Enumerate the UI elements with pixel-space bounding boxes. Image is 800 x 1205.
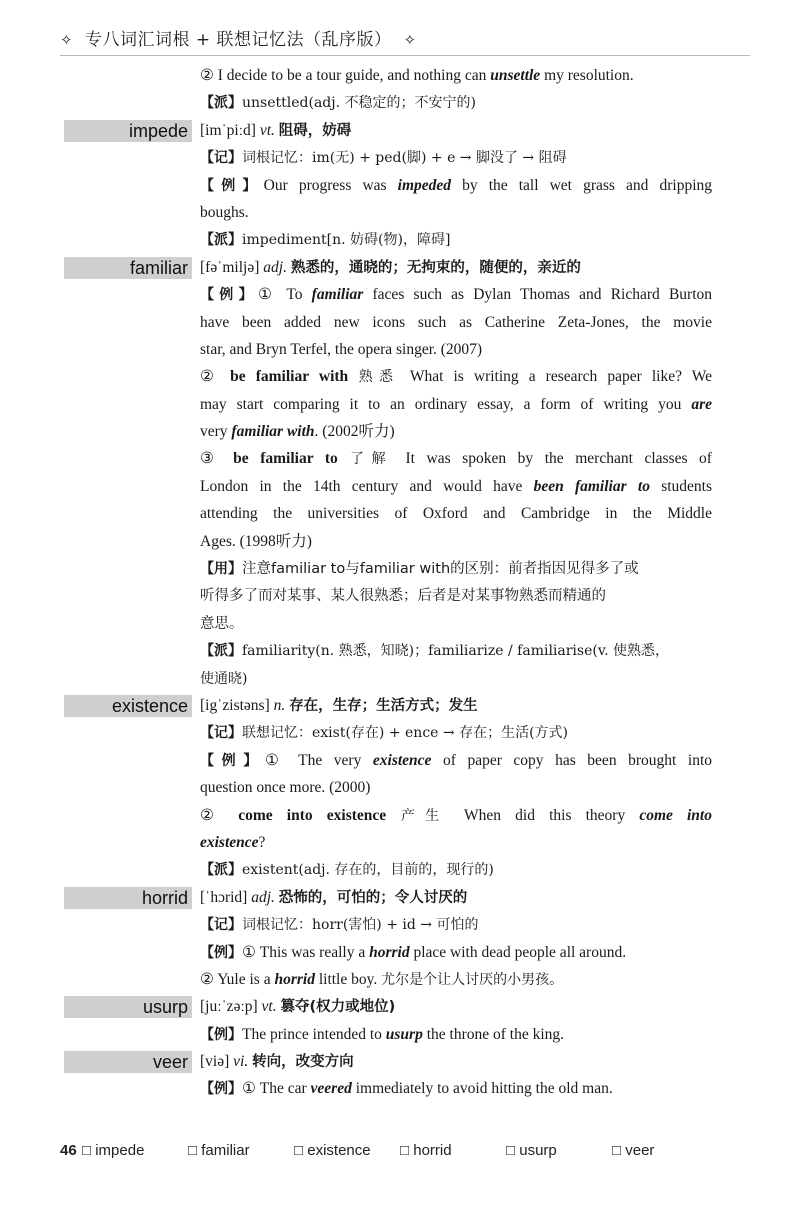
checklist-item-existence: □ existence xyxy=(294,1142,371,1159)
page-header xyxy=(60,26,750,56)
page-body xyxy=(60,62,750,1103)
derived-line: 【派】unsettled(adj. 不稳定的；不安宁的) xyxy=(200,95,476,112)
memo-line: 【记】联想记忆：exist(存在) + ence → 存在；生活(方式) xyxy=(200,725,569,742)
example-line: ③ be familiar to 了解 It was spoken by the merchant classes of xyxy=(200,450,712,468)
book-title: 专八词汇词根 + 联想记忆法（乱序版） xyxy=(84,30,392,50)
checklist-item-usurp: □ usurp xyxy=(506,1142,557,1159)
headword-label: horrid xyxy=(64,887,192,909)
example-line: 【例】① The very existence of paper copy has been brought into xyxy=(200,751,712,769)
diamond-icon: ✧ xyxy=(60,31,74,49)
headword-label: usurp xyxy=(64,996,192,1018)
memo-line: 【记】词根记忆：im(无) + ped(脚) + e → 脚没了 → 阻碍 xyxy=(200,150,567,167)
derived-line: 【派】impediment[n. 妨碍(物)，障碍] xyxy=(200,232,451,249)
example-line: 【例】Our progress was impeded by the tall wet grass and dripping xyxy=(200,176,713,194)
page-footer xyxy=(60,1142,750,1162)
derived-line: 使通晓) xyxy=(200,670,248,687)
entry-horrid: horrid [ˈhɔrid] adj. 恐怖的，可怕的；令人讨厌的 xyxy=(60,884,750,911)
checklist-item-veer: □ veer xyxy=(612,1142,655,1159)
example-line: Ages. (1998听力) xyxy=(200,532,312,550)
entry-impede: impede [imˈpiːd] vt. 阻碍，妨碍 xyxy=(60,117,750,144)
example-line: have been added new icons such as Catherine Zeta-Jones, the movie xyxy=(200,313,712,331)
headword-label: impede xyxy=(64,120,192,142)
headword-label: existence xyxy=(64,695,192,717)
checklist-item-impede: □ impede xyxy=(82,1142,145,1159)
entry-usurp: usurp [juːˈzəːp] vt. 篡夺(权力或地位) xyxy=(60,993,750,1020)
example-line: attending the universities of Oxford and Cambridge in the Middle xyxy=(200,505,712,523)
example-line: ② I decide to be a tour guide, and nothing can unsettle my resolution. xyxy=(200,67,634,84)
derived-line: 【派】familiarity(n. 熟悉，知晓)；familiarize / familiarise(v. 使熟悉， xyxy=(200,643,669,660)
checklist-item-horrid: □ horrid xyxy=(400,1142,452,1159)
diamond-icon: ✧ xyxy=(403,31,417,49)
example-line: question once more. (2000) xyxy=(200,779,371,797)
example-line: ② Yule is a horrid little boy. 尤尔是个让人讨厌的小男孩。 xyxy=(200,970,564,988)
example-line: ② come into existence 产生 When did this theory come into xyxy=(200,806,712,824)
derived-line: 【派】existent(adj. 存在的，目前的，现行的) xyxy=(200,862,494,879)
memo-line: 【记】词根记忆：horr(害怕) + id → 可怕的 xyxy=(200,917,479,934)
checklist-item-familiar: □ familiar xyxy=(188,1142,250,1159)
usage-line: 听得多了而对某事、某人很熟悉；后者是对某事物熟悉而精通的 xyxy=(200,588,606,605)
example-line: boughs. xyxy=(200,203,249,221)
entry-existence: existence [igˈzistəns] n. 存在，生存；生活方式；发生 xyxy=(60,692,750,719)
headword-label: veer xyxy=(64,1051,192,1073)
usage-line: 【用】注意familiar to与familiar with的区别：前者指因见得多了或 xyxy=(200,561,639,578)
entry-veer: veer [viə] vi. 转向，改变方向 xyxy=(60,1048,750,1075)
example-line: 【例】① The car veered immediately to avoid hitting the old man. xyxy=(200,1080,613,1098)
example-line: existence? xyxy=(200,833,266,851)
example-line: London in the 14th century and would have been familiar to students xyxy=(200,477,713,495)
page-number: 46 xyxy=(60,1142,77,1159)
example-line: ② be familiar with 熟悉 What is writing a research paper like? We xyxy=(200,368,713,386)
example-line: star, and Bryn Terfel, the opera singer. (2007) xyxy=(200,340,483,358)
example-line: 【例】① To familiar faces such as Dylan Thomas and Richard Burton xyxy=(200,286,713,304)
example-line: 【例】The prince intended to usurp the throne of the king. xyxy=(200,1025,565,1043)
example-line: may start comparing it to an ordinary essay, a form of writing you are xyxy=(200,395,712,413)
headword-label: familiar xyxy=(64,257,192,279)
entry-familiar: familiar [fəˈmiljə] adj. 熟悉的，通晓的；无拘束的，随便的，亲近的 xyxy=(60,254,750,281)
example-line: very familiar with. (2002听力) xyxy=(200,423,395,441)
example-line: 【例】① This was really a horrid place with dead people all around. xyxy=(200,943,627,961)
usage-line: 意思。 xyxy=(200,615,244,632)
